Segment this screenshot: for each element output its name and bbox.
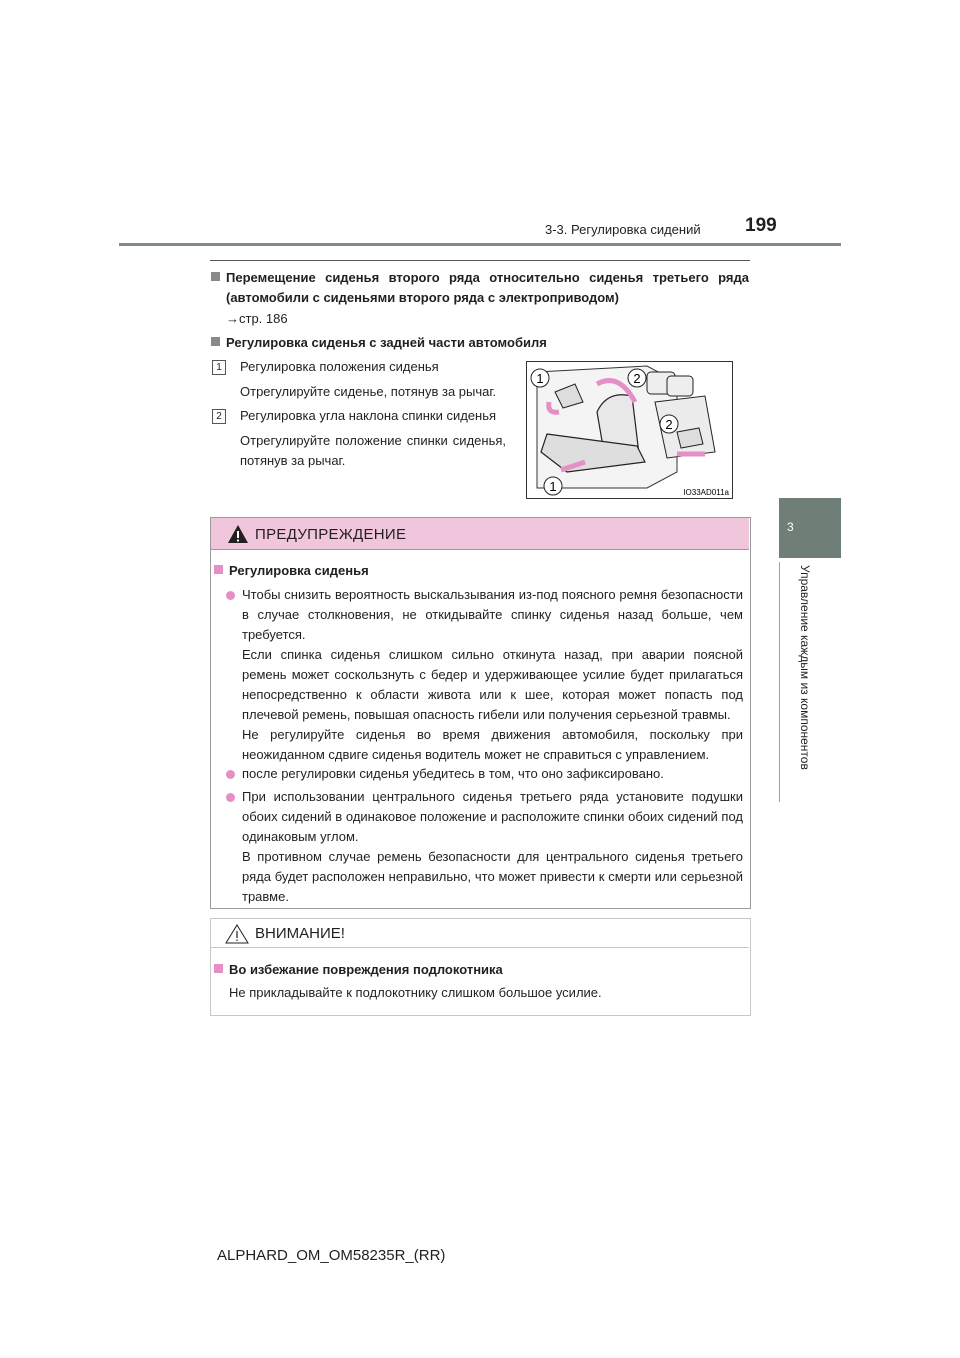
warning-paragraph: При использовании центрального сиденья третьего ряда установите подушки обоих сидений в одинаковое положение и расположите спинки обоих сидений под одинаковым углом. xyxy=(242,789,743,844)
caution-title: ВНИМАНИЕ! xyxy=(255,925,345,942)
warning-paragraph: В противном случае ремень безопасности для центрального сиденья третьего ряда будет расположен неправильно, что может привести к смерти или серьезной травме. xyxy=(242,849,743,904)
square-bullet-icon xyxy=(211,272,220,281)
item-title: Регулировка угла наклона спинки сиденья xyxy=(240,408,497,423)
callout-label: 2 xyxy=(633,371,641,386)
warning-triangle-icon xyxy=(227,524,249,549)
pink-dot-icon xyxy=(226,793,235,802)
page-reference-link[interactable]: →стр. 186 xyxy=(226,311,288,326)
chapter-number: 3 xyxy=(787,520,794,534)
item-title: Регулировка положения сиденья xyxy=(240,359,439,374)
item-number-badge: 2 xyxy=(212,409,226,424)
document-code: ALPHARD_OM_OM58235R_(RR) xyxy=(217,1247,446,1264)
seat-illustration-svg xyxy=(527,362,732,498)
section-rule xyxy=(210,260,750,261)
square-bullet-icon xyxy=(214,565,223,574)
chapter-label: Управление каждым из компонентов xyxy=(798,565,812,770)
item-number-badge: 1 xyxy=(212,360,226,375)
seat-adjustment-illustration xyxy=(526,361,733,499)
callout-label: 1 xyxy=(536,371,544,386)
callout-label: 1 xyxy=(549,479,557,494)
item-description: Отрегулируйте положение спинки сиденья, потянув за рычаг. xyxy=(240,433,506,468)
section-heading-rear-adjust xyxy=(211,333,547,353)
caution-subheading xyxy=(214,960,503,980)
warning-item xyxy=(226,585,743,765)
header-section-title: 3-3. Регулировка сидений xyxy=(545,222,701,237)
headrest-shape xyxy=(667,376,693,396)
section-heading-second-row xyxy=(211,268,749,308)
square-bullet-icon xyxy=(211,337,220,346)
pink-dot-icon xyxy=(226,591,235,600)
lever-shape xyxy=(677,428,703,448)
heading-text: Регулировка сиденья с задней части автомобиля xyxy=(226,335,547,350)
warning-item xyxy=(226,787,743,907)
page-number: 199 xyxy=(745,215,777,236)
warning-paragraph: Чтобы снизить вероятность выскальзывания из-под поясного ремня безопасности в случае столкновения, не откидывайте спинку сиденья назад больше, чем требуется. xyxy=(242,587,743,642)
illustration-code: IO33AD011a xyxy=(683,488,729,497)
warning-paragraph: после регулировки сиденья убедитесь в том, что оно зафиксировано. xyxy=(242,766,664,781)
chapter-tab-line xyxy=(779,562,780,802)
warning-item xyxy=(226,764,743,784)
warning-subheading xyxy=(214,561,369,581)
subheading-text: Регулировка сиденья xyxy=(229,563,369,578)
warning-paragraph: Не регулируйте сиденья во время движения автомобиля, поскольку при неожиданном сдвиге сиденья водитель может не справиться с управлением. xyxy=(242,727,743,762)
warning-title: ПРЕДУПРЕЖДЕНИЕ xyxy=(255,526,407,543)
warning-paragraph: Если спинка сиденья слишком сильно откинута назад, при аварии поясной ремень может соскользнуть с бедер и удерживающее усилие будет прилагаться непосредственно к области живота или к шее, которая может попасть под плечевой ремень, повышая опасность гибели или получения серьезной травмы. xyxy=(242,647,743,722)
callout-label: 2 xyxy=(665,417,673,432)
heading-line-2: (автомобили с сиденьями второго ряда с электроприводом) xyxy=(226,290,620,305)
heading-line-1: Перемещение сиденья второго ряда относительно сиденья третьего ряда xyxy=(226,270,749,285)
header-rule xyxy=(119,243,841,246)
item-description: Отрегулируйте сиденье, потянув за рычаг. xyxy=(240,384,497,399)
caution-body: Не прикладывайте к подлокотнику слишком большое усилие. xyxy=(229,985,602,1000)
subheading-text: Во избежание повреждения подлокотника xyxy=(229,962,503,977)
square-bullet-icon xyxy=(214,964,223,973)
pink-dot-icon xyxy=(226,770,235,779)
caution-triangle-icon xyxy=(225,924,249,949)
